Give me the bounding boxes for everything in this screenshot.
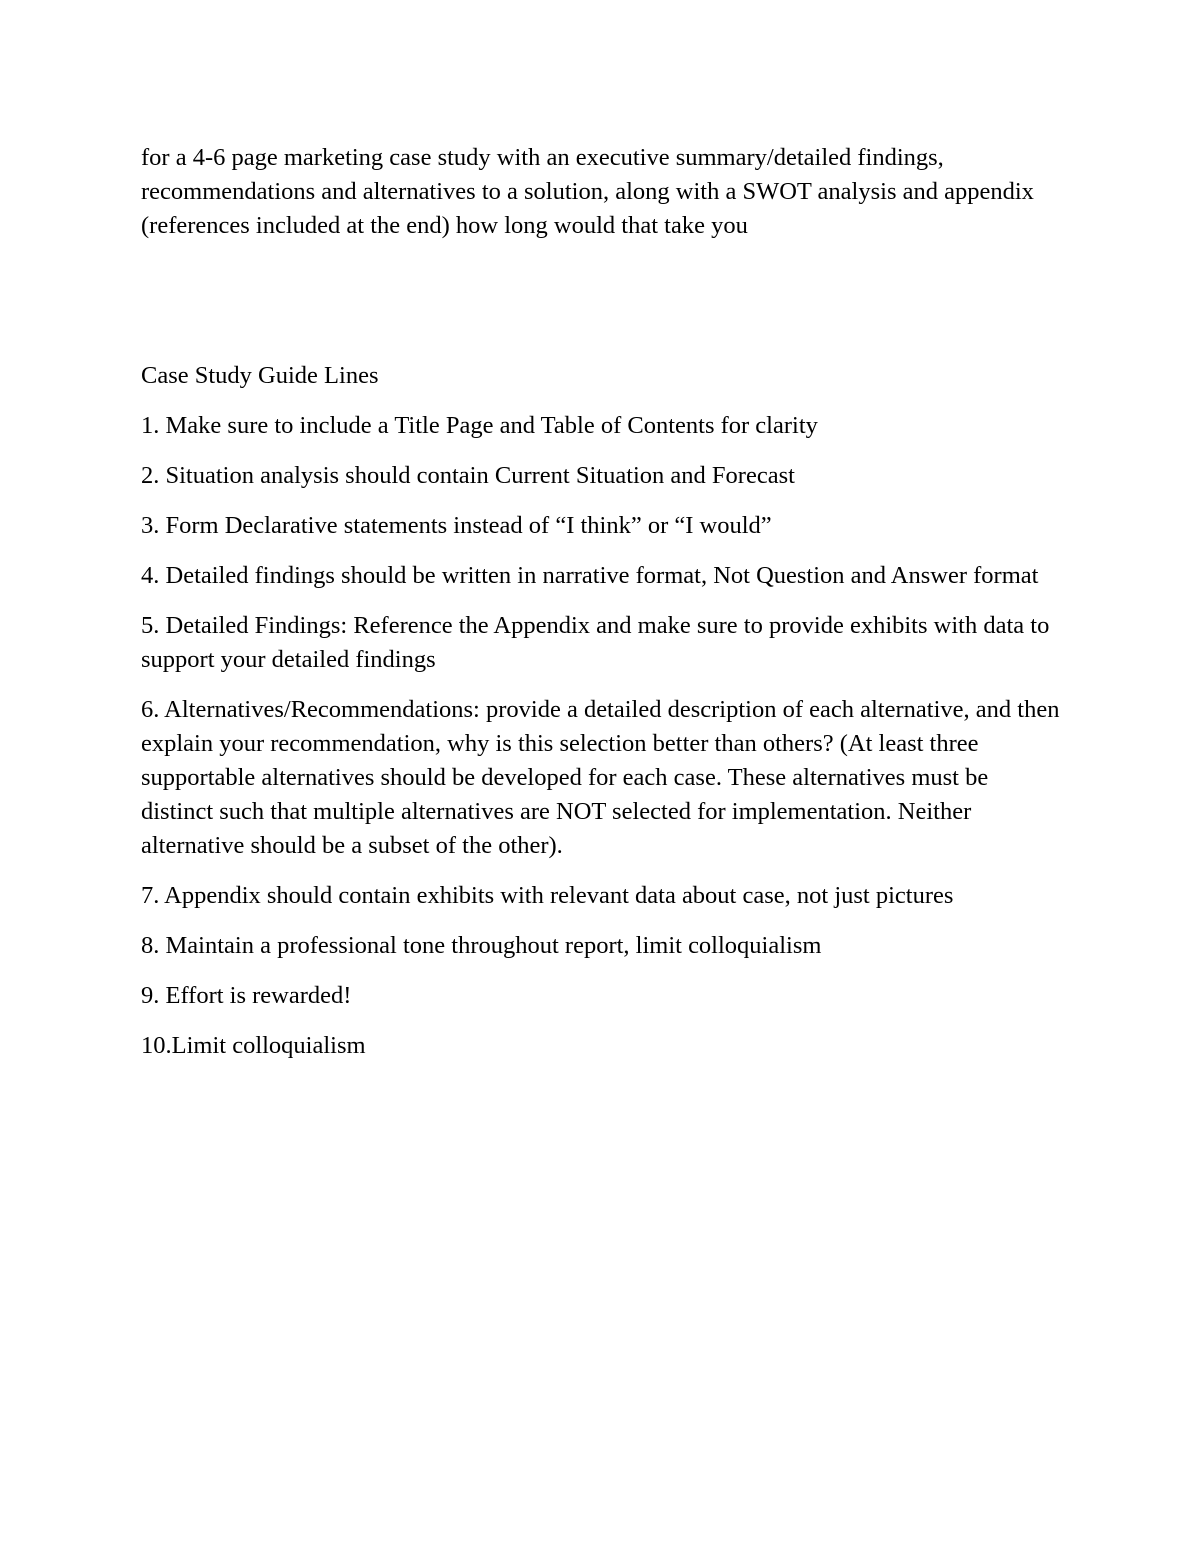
guideline-item: 7. Appendix should contain exhibits with relevant data about case, not just pictures [141, 882, 954, 909]
document-body [141, 141, 1066, 1079]
section-heading: Case Study Guide Lines [141, 362, 379, 389]
guideline-item: 8. Maintain a professional tone throughout report, limit colloquialism [141, 932, 822, 959]
guideline-item: 5. Detailed Findings: Reference the Appendix and make sure to provide exhibits with data to support your detailed findings [141, 612, 1050, 673]
intro-paragraph: for a 4-6 page marketing case study with an executive summary/detailed findings, recommendations and alternatives to a solution, along with a SWOT analysis and appendix (references included at the end) how long would that take you [141, 144, 1034, 239]
guideline-item: 9. Effort is rewarded! [141, 982, 352, 1009]
guideline-item: 2. Situation analysis should contain Current Situation and Forecast [141, 462, 795, 489]
guideline-item: 4. Detailed findings should be written in narrative format, Not Question and Answer format [141, 562, 1039, 589]
guideline-item: 3. Form Declarative statements instead of “I think” or “I would” [141, 512, 772, 539]
guideline-item: 1. Make sure to include a Title Page and Table of Contents for clarity [141, 412, 818, 439]
guideline-list [141, 409, 1066, 1063]
guideline-item: 10.Limit colloquialism [141, 1032, 366, 1059]
guideline-item: 6. Alternatives/Recommendations: provide a detailed description of each alternative, and then explain your recommendation, why is this selection better than others? (At least three supportable alternatives should be developed for each case. These alternatives must be distinct such that multiple alternatives are NOT selected for implementation. Neither alternative should be a subset of the other). [141, 696, 1060, 859]
